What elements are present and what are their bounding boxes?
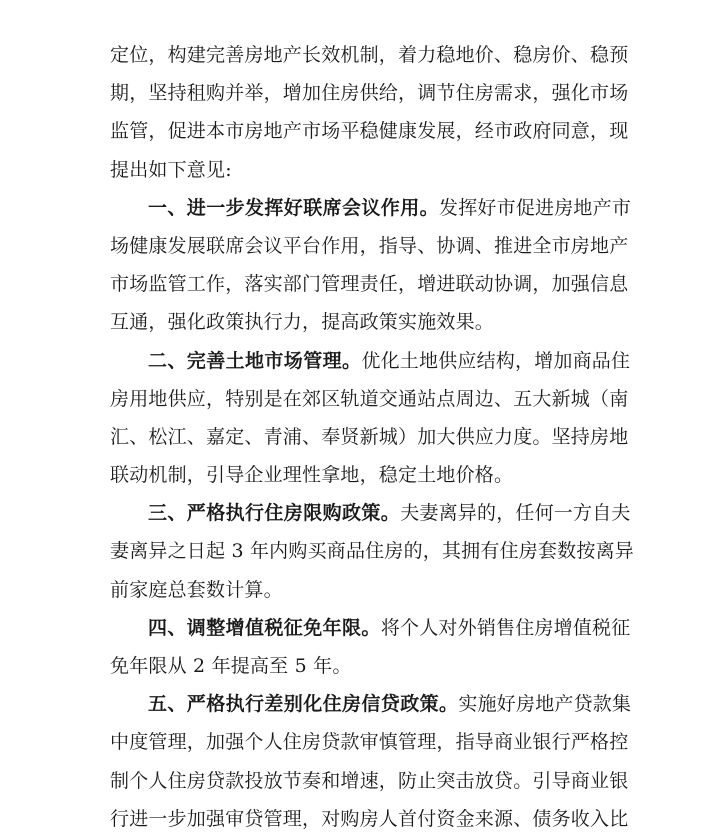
text-line: 妻离异之日起 3 年内购买商品住房的，其拥有住房套数按离异 (110, 540, 634, 563)
section-heading: 五、严格执行差别化住房信贷政策。 (148, 693, 459, 716)
text-line: 免年限从 2 年提高至 5 年。 (110, 655, 352, 677)
text-line: 监管，促进本市房地产市场平稳健康发展，经市政府同意，现 (110, 120, 629, 143)
document-page (110, 36, 634, 838)
text-line: 前家庭总套数计算。 (110, 578, 283, 601)
paragraph-first-line (110, 189, 632, 227)
text-line: 定位，构建完善房地产长效机制，着力稳地价、稳房价、稳预 (110, 44, 629, 66)
text-run: 实施好房地产贷款集 (458, 693, 632, 716)
text-line: 房用地供应，特别是在郊区轨道交通站点周边、五大新城（南 (110, 387, 629, 410)
text-line: 行进一步加强审贷管理，对购房人首付资金来源、债务收入比 (110, 807, 629, 830)
text-line: 场健康发展联席会议平台作用，指导、协调、推进全市房地产 (110, 234, 629, 257)
text-line: 期，坚持租购并举，增加住房供给，调节住房需求，强化市场 (110, 82, 629, 105)
text-run: 优化土地供应结构，增加商品住 (361, 349, 631, 372)
paragraph-first-line (110, 609, 631, 647)
text-run: 将个人对外销售住房增值税征 (380, 616, 631, 639)
section-heading: 二、完善土地市场管理。 (148, 349, 362, 372)
text-line: 联动机制，引导企业理性拿地，稳定土地价格。 (110, 464, 514, 487)
text-line: 汇、松江、嘉定、青浦、奉贤新城）加大供应力度。坚持房地 (110, 425, 629, 448)
paragraph-first-line (110, 494, 631, 532)
text-run: 夫妻离异的，任何一方自夫 (400, 502, 631, 525)
section-heading: 三、严格执行住房限购政策。 (148, 502, 401, 525)
paragraph-first-line (110, 685, 632, 723)
text-run: 发挥好市促进房地产市 (439, 196, 632, 219)
text-line: 互通，强化政策执行力，提高政策实施效果。 (110, 311, 495, 334)
text-line: 提出如下意见: (110, 158, 232, 181)
paragraph-first-line (110, 342, 631, 380)
section-heading: 四、调整增值税征免年限。 (148, 616, 381, 639)
section-heading: 一、进一步发挥好联席会议作用。 (148, 196, 440, 219)
text-line: 制个人住房贷款投放节奏和增速，防止突击放贷。引导商业银 (110, 769, 629, 792)
text-line: 中度管理，加强个人住房贷款审慎管理，指导商业银行严格控 (110, 731, 629, 754)
text-line: 市场监管工作，落实部门管理责任，增进联动协调，加强信息 (110, 273, 629, 296)
